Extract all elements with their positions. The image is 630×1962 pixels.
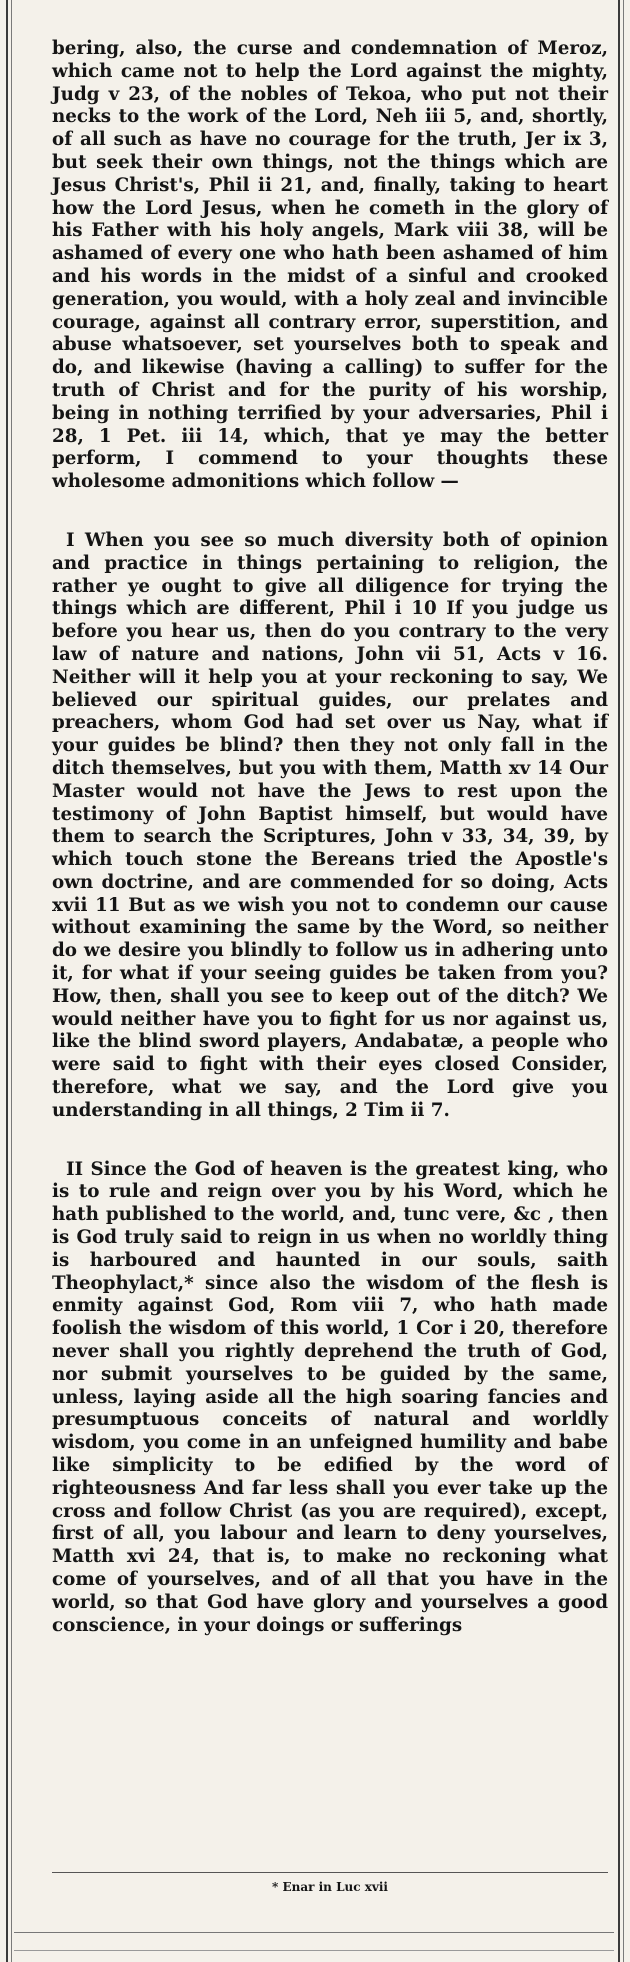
- paragraph-text: bering, also, the curse and condemnation of Meroz, which came not to help the Lord against the mighty, Judg v 23, of the nobles of Tekoa, who put not their necks to the work of the Lord, Neh iii 5, and, shortly, of all such as have no courage for the truth, Jer ix 3, but seek their own things, not the things which are Jesus Christ's, Phil ii 21, and, finally, taking to heart how the Lord Jesus, when he cometh in the glory of his Father with his holy angels, Mark viii 38, will be ashamed of every one who hath been ashamed of him and his words in the midst of a sinful and crooked generation, you would, with a holy zeal and invincible courage, against all contrary error, superstition, and abuse whatsoever, set yourselves both to speak and do, and likewise (having a calling) to suffer for the truth of Christ and for the purity of his worship, being in nothing terrified by your adversaries, Phil i 28, 1 Pet. iii 14, which, that ye may the better perform, I commend to your thoughts these wholesome admonitions which follow —: [52, 38, 608, 493]
- text-column: [52, 38, 608, 1637]
- column-rule-left: [6, 0, 8, 1962]
- paragraph-second-admonition: [52, 1159, 608, 1638]
- column-rule-right-inner: [623, 0, 624, 1962]
- paragraph-first-admonition: [52, 530, 608, 1123]
- column-rule-left-inner: [11, 0, 12, 1962]
- paragraph-continuation: [52, 38, 608, 494]
- page-bottom-rule-lower: [14, 1950, 614, 1951]
- column-rule-right: [618, 0, 620, 1962]
- paragraph-text: I When you see so much diversity both of opinion and practice in things pertaining to religion, the rather ye ought to give all diligence for trying the things which are different, Phil i 10 If you judge us before you hear us, then do you contrary to the very law of nature and nations, John vii 51, Acts v 16. Neither will it help you at your reckoning to say, We believed our spiritual guides, our prelates and preachers, whom God had set over us Nay, what if your guides be blind? then they not only fall in the ditch themselves, but you with them, Matth xv 14 Our Master would not have the Jews to rest upon the testimony of John Baptist himself, but would have them to search the Scriptures, John v 33, 34, 39, by which touch stone the Bereans tried the Apostle's own doctrine, and are commended for so doing, Acts xvii 11 But as we wish you not to condemn our cause without examining the same by the Word, so neither do we desire you blindly to follow us in adhering unto it, for what if your seeing guides be taken from you? How, then, shall you see to keep out of the ditch? We would neither have you to fight for us nor against us, like the blind sword players, Andabatæ, a people who were said to fight with their eyes closed Consider, therefore, what we say, and the Lord give you understanding in all things, 2 Tim ii 7.: [52, 529, 608, 1121]
- footnote: * Enar in Luc xvii: [272, 1880, 388, 1894]
- page-bottom-rule: [14, 1932, 614, 1933]
- footnote-divider: [52, 1872, 608, 1873]
- paragraph-text: II Since the God of heaven is the greatest king, who is to rule and reign over you by his Word, which he hath published to the world, and, tunc vere, &c , then is God truly said to reign in us when no worldly thing is harboured and haunted in our souls, saith Theophylact,* since also the wisdom of the flesh is enmity against God, Rom viii 7, who hath made foolish the wisdom of this world, 1 Cor i 20, therefore never shall you rightly deprehend the truth of God, nor submit yourselves to be guided by the same, unless, laying aside all the high soaring fancies and presumptuous conceits of natural and worldly wisdom, you come in an unfeigned humility and babe like simplicity to be edified by the word of righteousness And far less shall you ever take up the cross and follow Christ (as you are required), except, first of all, you labour and learn to deny yourselves, Matth xvi 24, that is, to make no reckoning what come of yourselves, and of all that you have in the world, so that God have glory and yourselves a good conscience, in your doings or sufferings: [52, 1158, 608, 1636]
